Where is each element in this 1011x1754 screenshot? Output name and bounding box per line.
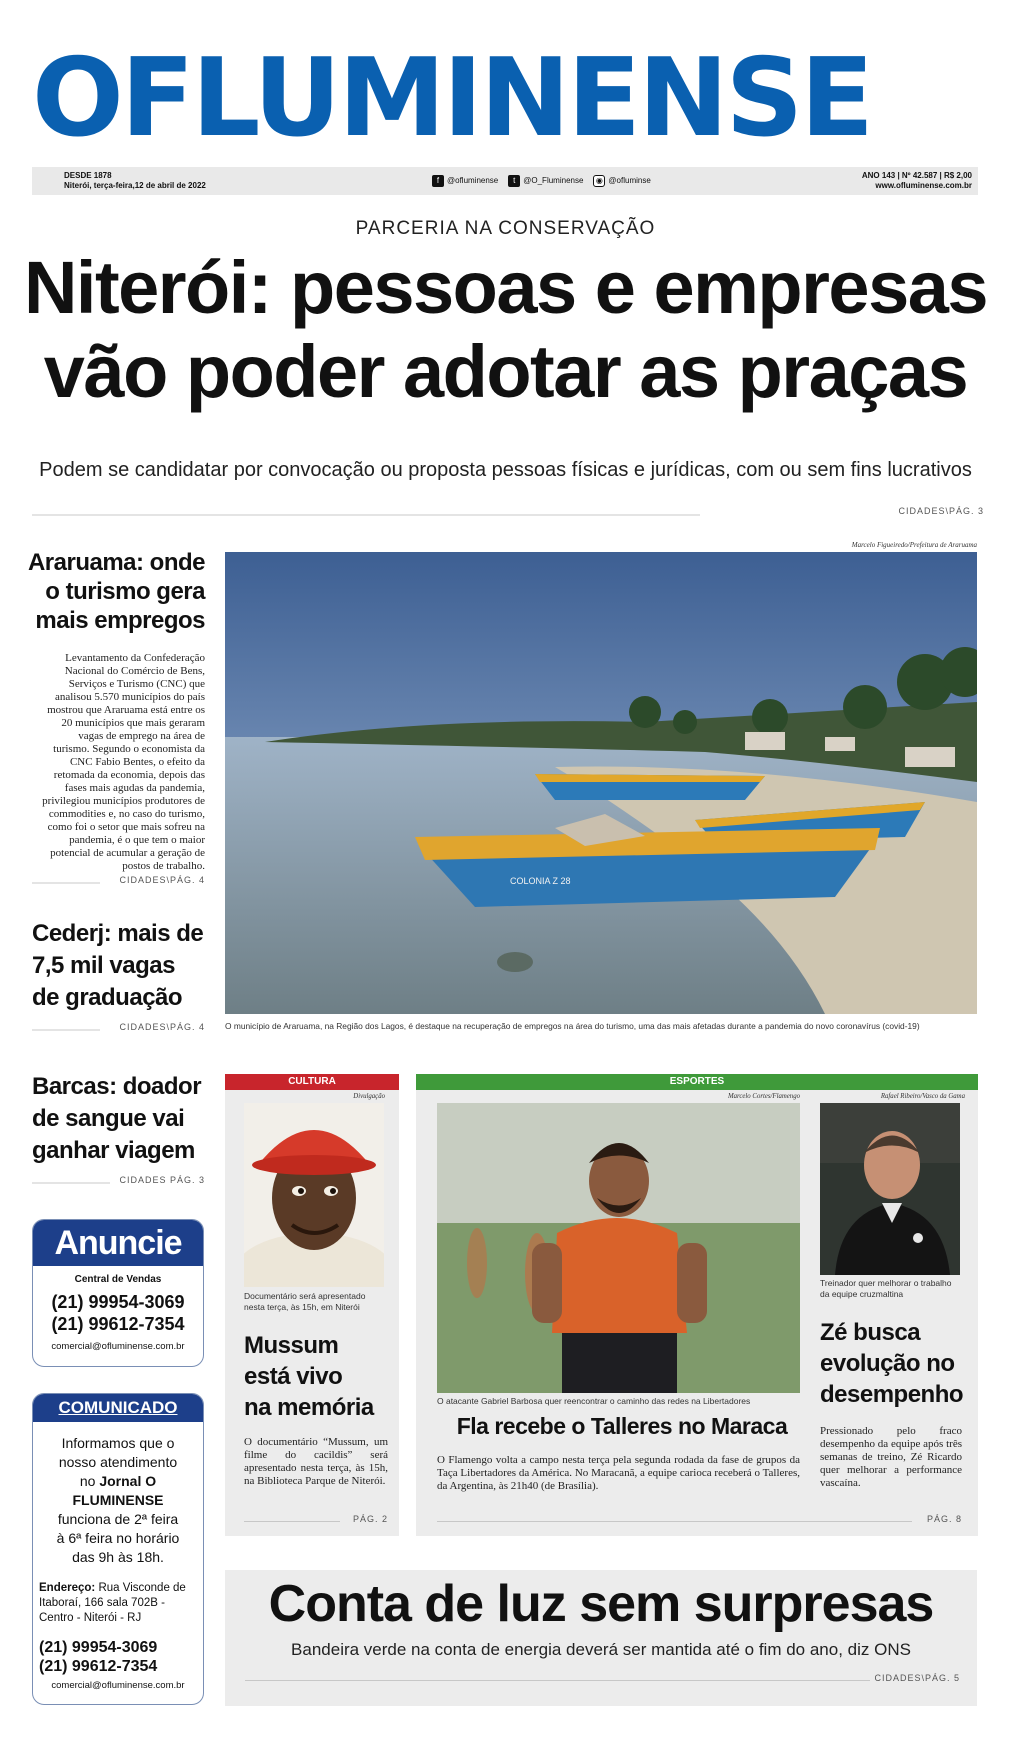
bottom-headline[interactable]: Conta de luz sem surpresas [268,1575,934,1633]
esportes-headline[interactable]: Fla recebe o Talleres no Maraca [456,1413,788,1439]
edition-block [862,171,972,191]
comunicado-title: COMUNICADO [33,1394,203,1422]
masthead-date-block [64,171,206,191]
lead-headline[interactable] [20,246,991,414]
esportes-photo2-caption: Treinador quer melhorar o trabalho da equipe cruzmaltina [820,1278,952,1299]
since-text: DESDE 1878 [64,171,112,180]
anuncie-subtitle: Central de Vendas [74,1274,162,1285]
cultura-body: O documentário “Mussum, um filme do cacildis” será apresentado nesta terça, às 15h, na Biblioteca Parque de Niterói. [244,1436,388,1487]
instagram-icon: ◉ [593,175,605,187]
mussum-photo[interactable] [244,1103,384,1287]
lead-headline-line2: vão poder adotar as praças [43,330,968,413]
comunicado-text: Informamos que o nosso atendimento no Jornal O FLUMINENSE funciona de 2ª feira à 6ª feira no horário das 9h às 18h. [56,1435,180,1565]
araruama-beach-photo[interactable] [225,552,977,1014]
cederj-headline[interactable]: Cederj: mais de 7,5 mil vagas de graduação [32,920,204,1011]
esportes-photo1-credit: Marcelo Cortes/Flamengo [727,1093,800,1100]
date-text: Niterói, terça-feira,12 de abril de 2022 [64,181,206,190]
cultura-section-bar[interactable]: CULTURA [225,1074,399,1090]
instagram-link[interactable]: ◉ @ofluminse [593,174,650,188]
ze-ricardo-photo[interactable] [820,1103,960,1275]
cultura-ref[interactable]: PÁG. 2 [340,1514,388,1524]
esportes-body: O Flamengo volta a campo nesta terça pela segunda rodada da fase de grupos da Taça Libertadores da América. No Maracanã, a equipe carioca receberá o Talleres, da Argentina, às 21h40 (de Brasília). [437,1454,800,1492]
esportes-photo1-caption: O atacante Gabriel Barbosa quer reencontrar o caminho das redes na Libertadores [437,1396,751,1406]
gabigol-photo[interactable] [437,1103,800,1393]
mussum-illustration [244,1103,384,1287]
barcas-headline[interactable]: Barcas: doador de sangue vai ganhar viagem [32,1073,202,1164]
esportes-body2: Pressionado pelo fraco desempenho da equipe após três semanas de treino, Zé Ricardo quer melhorar a performance vascaína. [820,1425,962,1489]
anuncie-title: Anuncie [33,1220,203,1266]
boat-text: COLONIA Z 28 [510,876,571,886]
araruama-headline[interactable]: Araruama: onde o turismo gera mais empregos [27,549,205,634]
beach-photo-illustration [225,552,977,1014]
anuncie-phone2[interactable]: (21) 99612-7354 [51,1314,185,1334]
esportes-ref[interactable]: PÁG. 8 [912,1514,962,1524]
esportes-section-bar[interactable]: ESPORTES [416,1074,978,1090]
esportes-photo2-credit: Rafael Ribeiro/Vasco da Gama [880,1093,965,1100]
masthead-logo: OFLUMINENSE [32,44,872,154]
cultura-photo-credit: Divulgação [353,1093,385,1100]
cultura-caption: Documentário será apresentado nesta terça, às 15h, em Niterói [244,1291,366,1312]
araruama-ref[interactable]: CIDADES\PÁG. 4 [100,875,205,885]
araruama-body: Levantamento da Confederação Nacional do Comércio de Bens, Serviços e Turismo (CNC) que analisou 5.570 municípios do país mostrou que Araruama está entre os 20 municípios que mais geraram vagas de emprego na área de turismo. Segundo o economista da CNC Fabio Bentes, o efeito da retomada da economia, depois das fases mais agudas da pandemia, privilegiou municípios produtores de commodities e, no caso do turismo, como foi o setor que mais sofreu na pandemia, é o que tem o maior potencial de acumular a geração de postos de trabalho. [42,652,205,872]
info-bar [32,167,978,195]
photo-credit: Marcelo Figueiredo/Prefeitura de Araruama [851,541,977,549]
cultura-headline[interactable]: Mussum está vivo na memória [244,1332,374,1421]
comunicado-address: Endereço: Rua Visconde de Itaboraí, 166 sala 702B - Centro - Niterói - RJ [39,1582,186,1624]
lead-ref[interactable]: CIDADES\PÁG. 3 [700,506,984,516]
anuncie-phone1[interactable]: (21) 99954-3069 [51,1292,185,1312]
website-link[interactable]: www.ofluminense.com.br [875,181,972,190]
facebook-icon: f [432,175,444,187]
ze-ricardo-illustration [820,1103,960,1275]
edition-text: ANO 143 | Nº 42.587 | R$ 2,00 [861,171,972,180]
photo-caption: O município de Araruama, na Região dos Lagos, é destaque na recuperação de empregos na área do turismo, uma das mais afetadas durante a pandemia do novo coronavírus (covid-19) [225,1021,920,1031]
barcas-ref[interactable]: CIDADES PÁG. 3 [110,1175,205,1185]
divider [245,1680,960,1681]
bottom-ref[interactable]: CIDADES\PÁG. 5 [870,1673,960,1683]
lead-kicker: PARCERIA NA CONSERVAÇÃO [355,218,656,239]
comunicado-box [32,1393,204,1705]
comunicado-email[interactable]: comercial@ofluminense.com.br [51,1680,185,1691]
twitter-icon: t [508,175,520,187]
twitter-link[interactable]: t @O_Fluminense [508,174,583,188]
cederj-ref[interactable]: CIDADES\PÁG. 4 [100,1022,205,1032]
comunicado-phones: (21) 99954-3069 (21) 99612-7354 [39,1639,158,1675]
bottom-subhead: Bandeira verde na conta de energia deverá ser mantida até o fim do ano, diz ONS [291,1640,911,1659]
gabigol-illustration [437,1103,800,1393]
esportes-headline2[interactable]: Zé busca evolução no desempenho [820,1319,964,1408]
facebook-link[interactable]: f @ofluminense [432,174,498,188]
anuncie-email[interactable]: comercial@ofluminense.com.br [51,1341,185,1352]
lead-subhead: Podem se candidatar por convocação ou proposta pessoas físicas e jurídicas, com ou sem fins lucrativos [39,459,972,481]
social-links [432,174,651,188]
lead-headline-line1: Niterói: pessoas e empresas [23,246,988,329]
anuncie-box[interactable] [32,1219,204,1367]
divider [437,1521,962,1522]
